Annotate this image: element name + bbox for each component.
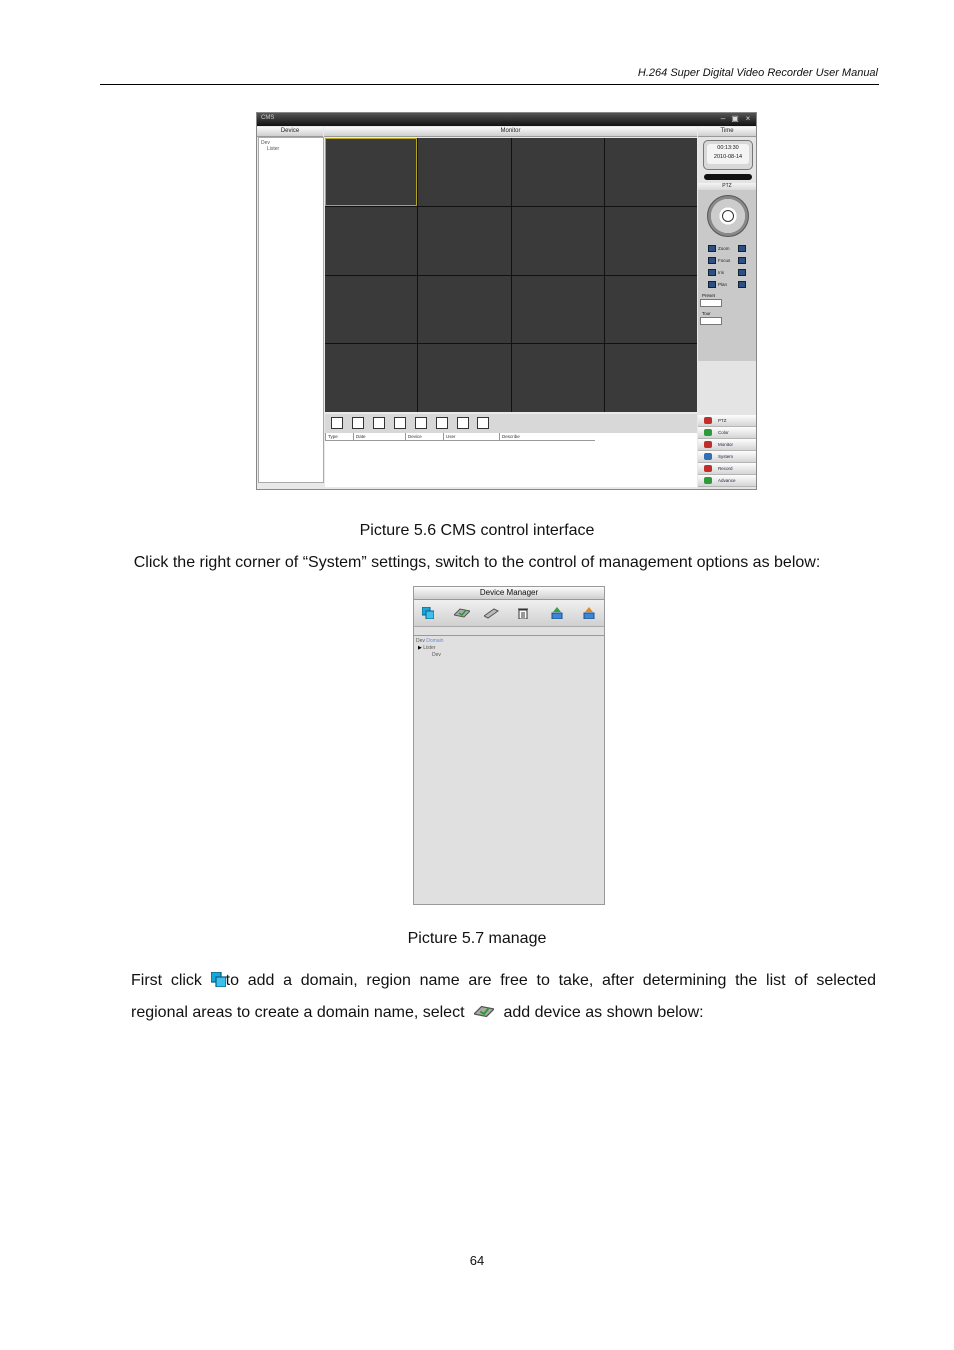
layout-64-icon[interactable]: [457, 417, 469, 429]
import-icon[interactable]: [551, 607, 563, 619]
record-icon: [704, 465, 712, 472]
add-device-icon: [474, 1004, 494, 1019]
clock-date: 2010-08-14: [713, 154, 743, 160]
layout-1-icon[interactable]: [331, 417, 343, 429]
device-manager-screenshot: [413, 586, 605, 905]
cms-logo: CMS: [261, 115, 275, 121]
close-icon[interactable]: ×: [745, 114, 751, 123]
zoom-control[interactable]: Zoom: [708, 245, 748, 253]
ptz-panel: [698, 183, 756, 361]
layout-36-icon[interactable]: [436, 417, 448, 429]
log-col-date: Date: [353, 433, 366, 440]
video-cell[interactable]: [325, 344, 417, 412]
trash-icon[interactable]: [517, 607, 529, 619]
restore-icon[interactable]: ▣: [731, 114, 739, 123]
tree-child[interactable]: Lister: [267, 146, 280, 152]
video-cell[interactable]: [605, 138, 697, 206]
preset-label: Preset: [702, 293, 716, 298]
minus-icon[interactable]: [738, 269, 746, 276]
cms-titlebar: [257, 113, 756, 126]
export-icon[interactable]: [583, 607, 595, 619]
tree-root[interactable]: Dev Domain: [416, 638, 444, 644]
stop-icon[interactable]: [722, 210, 734, 222]
paragraph-2-line-1: First click to add a domain, region name are free to take, after determining the list of selected: [131, 972, 876, 989]
log-col-type: Type: [325, 433, 338, 440]
tree-root[interactable]: Dev: [261, 140, 270, 146]
ptz-icon: [704, 417, 712, 424]
device-panel[interactable]: [258, 137, 324, 483]
settings-icon[interactable]: [738, 281, 746, 288]
ptz-direction-dial[interactable]: [707, 195, 749, 237]
layout-16-icon[interactable]: [394, 417, 406, 429]
monitor-grid[interactable]: [325, 138, 697, 412]
page-number: 64: [469, 1253, 485, 1268]
control-panel: [698, 137, 756, 489]
clock-time: 00:13:30: [717, 145, 739, 151]
video-cell[interactable]: [325, 276, 417, 344]
video-cell[interactable]: [512, 207, 604, 275]
column-monitor: Monitor: [324, 127, 697, 137]
color-icon: [704, 429, 712, 436]
menu-system[interactable]: System: [698, 451, 756, 463]
video-cell[interactable]: [512, 344, 604, 412]
plan-icon[interactable]: [708, 281, 716, 288]
video-cell[interactable]: [325, 138, 417, 206]
clock-display: [707, 144, 749, 164]
menu-monitor[interactable]: Monitor: [698, 439, 756, 451]
expand-arrow-icon[interactable]: ▶: [418, 645, 422, 651]
video-cell[interactable]: [605, 207, 697, 275]
menu-ptz[interactable]: PTZ: [698, 415, 756, 427]
video-cell[interactable]: [512, 276, 604, 344]
clock: [703, 140, 753, 170]
scroll-pill[interactable]: [704, 174, 752, 180]
figure2-caption: Picture 5.7 manage: [407, 930, 547, 947]
video-cell[interactable]: [325, 207, 417, 275]
paragraph-1: Click the right corner of “System” settings, switch to the control of management options as below:: [133, 554, 821, 571]
device-manager-tree[interactable]: [414, 635, 604, 905]
video-cell[interactable]: [605, 344, 697, 412]
video-cell[interactable]: [418, 138, 510, 206]
modify-icon[interactable]: [484, 607, 500, 619]
layout-4-icon[interactable]: [352, 417, 364, 429]
preset-select[interactable]: [700, 299, 722, 307]
menu-color[interactable]: Color: [698, 427, 756, 439]
layout-25-icon[interactable]: [415, 417, 427, 429]
layout-toolbar: [325, 414, 697, 434]
system-icon: [704, 453, 712, 460]
plus-icon[interactable]: [708, 269, 716, 276]
add-device-icon[interactable]: [454, 607, 470, 619]
cms-screenshot: [256, 112, 757, 490]
log-col-describe: Describe: [499, 433, 520, 440]
video-cell[interactable]: [512, 138, 604, 206]
menu-record[interactable]: Record: [698, 463, 756, 475]
log-col-user: User: [443, 433, 456, 440]
log-table: [325, 433, 697, 487]
focus-control[interactable]: Focus: [708, 257, 748, 265]
tree-device[interactable]: Dev: [432, 652, 441, 658]
add-domain-icon[interactable]: [422, 607, 434, 619]
paragraph-2-line-2: regional areas to create a domain name, select add device as shown below:: [131, 1004, 704, 1021]
column-time: Time: [698, 127, 756, 137]
advance-icon: [704, 477, 712, 484]
device-tree: [261, 140, 279, 152]
tour-select[interactable]: [700, 317, 722, 325]
iris-control[interactable]: Iris: [708, 269, 748, 277]
layout-9-icon[interactable]: [373, 417, 385, 429]
fullscreen-icon[interactable]: [477, 417, 489, 429]
minimize-icon[interactable]: –: [720, 114, 726, 123]
ptz-label: PTZ: [698, 183, 756, 190]
menu-advance[interactable]: Advance: [698, 475, 756, 487]
device-manager-title: Device Manager: [414, 587, 604, 600]
plus-icon[interactable]: [708, 245, 716, 252]
tour-label: Tour: [702, 311, 711, 316]
video-cell[interactable]: [418, 344, 510, 412]
minus-icon[interactable]: [738, 245, 746, 252]
log-header: [325, 433, 595, 441]
video-cell[interactable]: [605, 276, 697, 344]
log-col-device: Device: [405, 433, 422, 440]
device-manager-toolbar: [414, 600, 604, 627]
figure1-caption: Picture 5.6 CMS control interface: [359, 522, 595, 539]
tree-region[interactable]: ▶ Lister: [418, 645, 436, 651]
monitor-icon: [704, 441, 712, 448]
minus-icon[interactable]: [738, 257, 746, 264]
column-device: Device: [257, 127, 323, 137]
plan-control[interactable]: Plan: [708, 281, 748, 289]
video-cell[interactable]: [418, 207, 510, 275]
add-domain-icon: [211, 972, 226, 987]
header-rule: [100, 84, 879, 85]
video-cell[interactable]: [418, 276, 510, 344]
header-title: H.264 Super Digital Video Recorder User Manual: [637, 67, 878, 79]
plus-icon[interactable]: [708, 257, 716, 264]
